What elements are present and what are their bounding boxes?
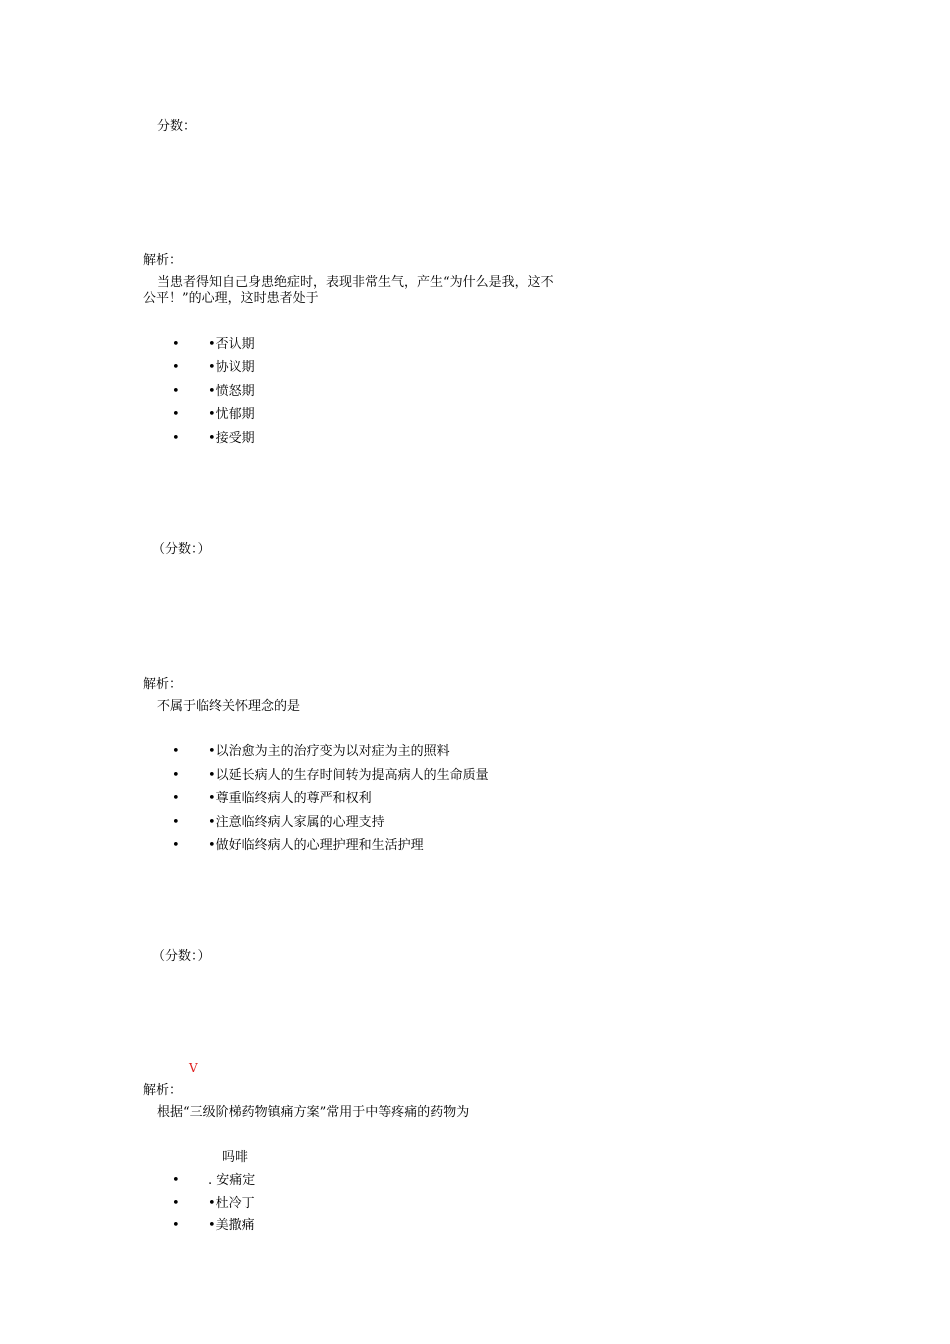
list-bullet: • (172, 360, 180, 375)
option-item[interactable]: . 安痛定 (208, 1173, 256, 1188)
analysis-label: 解析： (143, 253, 183, 268)
option-item[interactable]: •忧郁期 (208, 407, 255, 422)
option-item[interactable]: •注意临终病人家属的心理支持 (208, 815, 385, 830)
option-item[interactable]: •否认期 (208, 337, 255, 352)
option-item[interactable]: •美撒痛 (208, 1218, 255, 1233)
score-label: （分数：） (152, 949, 211, 964)
list-bullet: • (172, 744, 180, 759)
list-bullet: • (172, 791, 180, 806)
list-bullet: • (172, 815, 180, 830)
list-bullet: • (172, 768, 180, 783)
option-item[interactable]: 吗啡 (222, 1150, 249, 1165)
list-bullet: • (172, 1196, 180, 1211)
list-bullet: • (172, 431, 180, 446)
analysis-label: 解析： (143, 1083, 183, 1098)
question-text-line: 不属于临终关怀理念的是 (157, 699, 301, 714)
question-text-line: 当患者得知自己身患绝症时，表现非常生气，产生“为什么是我，这不 (157, 275, 554, 290)
list-bullet: • (172, 1173, 180, 1188)
list-bullet: • (172, 1218, 180, 1233)
option-item[interactable]: •接受期 (208, 431, 255, 446)
list-bullet: • (172, 407, 180, 422)
analysis-label: 解析： (143, 677, 183, 692)
score-label: 分数： (157, 119, 197, 134)
list-bullet: • (172, 838, 180, 853)
option-item[interactable]: •做好临终病人的心理护理和生活护理 (208, 838, 424, 853)
score-label: （分数：） (152, 542, 211, 557)
option-item[interactable]: •协议期 (208, 360, 255, 375)
option-item[interactable]: •杜冷丁 (208, 1196, 255, 1211)
option-item[interactable]: •尊重临终病人的尊严和权利 (208, 791, 372, 806)
list-bullet: • (172, 384, 180, 399)
list-bullet: • (172, 337, 180, 352)
question-text-line: 根据“三级阶梯药物镇痛方案”常用于中等疼痛的药物为 (157, 1105, 470, 1120)
option-item[interactable]: •以治愈为主的治疗变为以对症为主的照料 (208, 744, 450, 759)
question-text-line: 公平！”的心理，这时患者处于 (143, 291, 319, 306)
option-item[interactable]: •愤怒期 (208, 384, 255, 399)
option-item[interactable]: •以延长病人的生存时间转为提高病人的生命质量 (208, 768, 489, 783)
answer-check-mark: V (189, 1061, 198, 1075)
